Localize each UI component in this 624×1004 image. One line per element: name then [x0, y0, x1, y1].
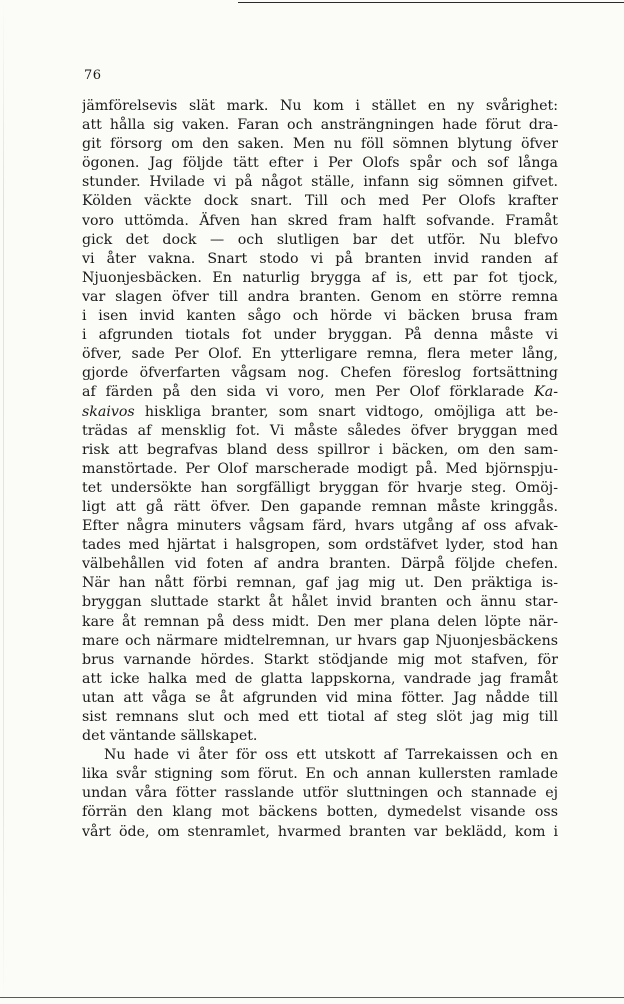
page-number: 76 [84, 68, 102, 83]
text-line: risk att begrafvas bland dess spillror i bäcken, om den sam- [82, 441, 558, 458]
text-line: välbehållen vid foten af andra branten. Därpå följde chefen. [82, 556, 558, 573]
text-segment: hiskliga branter, som snart vidtogo, omöjliga att be- [144, 403, 558, 420]
text-line: tet undersökte han sorgfälligt bryggan för hvarje steg. Omöj- [82, 479, 558, 496]
text-line: tades med hjärtat i halsgropen, som ordstäfvet lyder, stod han [82, 537, 558, 554]
text-line: trädas af mensklig fot. Vi måste således öfver bryggan med [82, 422, 558, 439]
text-line: Njuonjesbäcken. En naturlig brygga af is, ett par fot tjock, [82, 269, 558, 286]
text-line: git försorg om den saken. Men nu föll sömnen blytung öfver [82, 136, 558, 153]
text-line: var slagen öfver till andra branten. Genom en större remna [82, 288, 558, 305]
text-line: voro uttömda. Äfven han skred fram halft sofvande. Framåt [82, 212, 558, 229]
text-line: i isen invid kanten sågo och hörde vi bäcken brusa fram [82, 308, 558, 325]
text-line-paragraph-start: Nu hade vi åter för oss ett utskott af Tarrekaissen och en [104, 747, 558, 764]
text-line-with-italic [82, 383, 558, 402]
italic-word: Ka- [534, 384, 558, 401]
text-segment: af färden på den sida vi voro, men Per Olof förklarade [82, 384, 525, 401]
text-line: manstörtade. Per Olof marscherade modigt på. Med björnspju- [82, 460, 558, 477]
text-line: i afgrunden tiotals fot under bryggan. På denna måste vi [82, 327, 558, 344]
text-line: Kölden väckte dock snart. Till och med Per Olofs krafter [82, 193, 558, 210]
text-line: vårt öde, om stenramlet, hvarmed branten var beklädd, kom i [82, 823, 558, 840]
bottom-rule [0, 997, 624, 998]
body-text [82, 97, 558, 842]
text-line: lika svår stigning som förut. En och annan kullersten ramlade [82, 766, 558, 783]
text-line: ögonen. Jag följde tätt efter i Per Olofs spår och sof långa [82, 155, 558, 172]
text-line: mare och närmare midtelremnan, ur hvars gap Njuonjesbäckens [82, 632, 558, 649]
text-line: att hålla sig vaken. Faran och ansträngningen hade förut dra- [82, 117, 558, 134]
text-line: ligt att gå rätt öfver. Den gapande remnan måste kringgås. [82, 498, 558, 515]
text-line: gjorde öfverfarten vågsam nog. Chefen föreslog fortsättning [82, 365, 558, 382]
text-line: brus varnande hördes. Starkt stödjande mig mot stafven, för [82, 651, 558, 668]
text-line: utan att våga se åt afgrunden vid mina fötter. Jag nådde till [82, 689, 558, 706]
top-rule [238, 2, 624, 3]
text-line: undan våra fötter rasslande utför sluttningen och stannade ej [82, 785, 558, 802]
text-line: Efter några minuters vågsam färd, hvars utgång af oss afvak- [82, 518, 558, 535]
text-line-with-italic [82, 403, 558, 422]
text-line: vi åter vakna. Snart stodo vi på branten invid randen af [82, 250, 558, 267]
italic-word: skaivos [82, 403, 135, 420]
text-line: jämförelsevis slät mark. Nu kom i stället en ny svårighet: [82, 98, 558, 114]
text-line: gick det dock — och slutligen bar det utför. Nu blefvo [82, 231, 558, 248]
text-line: öfver, sade Per Olof. En ytterligare remna, flera meter lång, [82, 346, 558, 363]
text-line: att icke halka med de glatta lappskorna, vandrade jag framåt [82, 670, 558, 687]
text-line: bryggan sluttade starkt åt hålet invid branten och ännu star- [82, 594, 558, 611]
text-line: sist remnans slut och med ett tiotal af steg slöt jag mig till [82, 709, 558, 725]
text-line-paragraph-end: det väntande sällskapet. [82, 728, 258, 745]
text-line: förrän den klang mot bäckens botten, dymedelst visande oss [82, 804, 558, 821]
page-edge-shadow [3, 0, 4, 1004]
text-line: stunder. Hvilade vi på något ställe, infann sig sömnen gifvet. [82, 174, 558, 191]
text-line: kare åt remnan på dess midt. Den mer plana delen löpte när- [82, 613, 558, 630]
text-line: När han nått förbi remnan, gaf jag mig ut. Den präktiga is- [82, 575, 558, 592]
